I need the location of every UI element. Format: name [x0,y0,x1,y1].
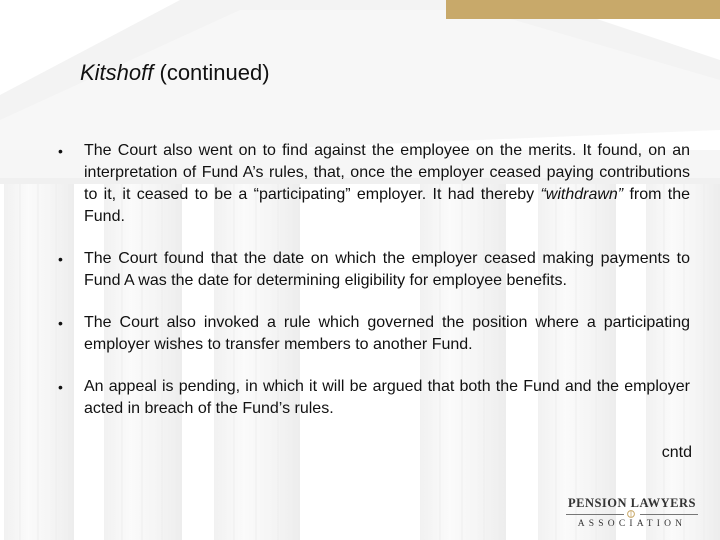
logo-seal-icon [626,510,636,518]
logo-line-2: ASSOCIATION [577,519,687,529]
slide-title [80,60,270,86]
bullet-text-italic: “withdrawn” [540,186,624,203]
logo-rule-right [640,514,698,515]
pension-lawyers-association-logo [566,496,698,532]
bullet-item [58,376,690,420]
logo-divider [566,510,698,518]
bullet-list [58,140,690,420]
bullet-item [58,140,690,228]
bullet-text: An appeal is pending, in which it will be argued that both the Fund and the employer acted in breach of the Fund’s rules. [84,378,690,417]
bullet-text: from the Fund. [84,186,690,225]
title-suffix: (continued) [153,60,270,85]
bullet-text: The Court found that the date on which the employer ceased making payments to Fund A was the date for determining eligibility for employee benefits. [84,250,690,289]
bullet-marker: • [58,379,63,395]
bullet-text: The Court also went on to find against the employee on the merits. It found, on an interpretation of Fund A’s rules, that, once the employer ceased paying contributions to it, it ceased to be a “participating” employer. It had thereby [84,142,690,203]
continued-label: cntd [661,444,692,461]
accent-bar [446,0,720,19]
bullet-marker: • [58,251,63,267]
logo-rule-left [566,514,624,515]
bullet-marker: • [58,315,63,331]
title-name: Kitshoff [80,60,154,85]
logo-line-1: PENSION LAWYERS [567,496,696,510]
bullet-item [58,312,690,356]
bullet-item [58,248,690,292]
bullet-marker: • [58,143,63,159]
bullet-text: The Court also invoked a rule which governed the position where a participating employer wishes to transfer members to another Fund. [84,314,690,353]
